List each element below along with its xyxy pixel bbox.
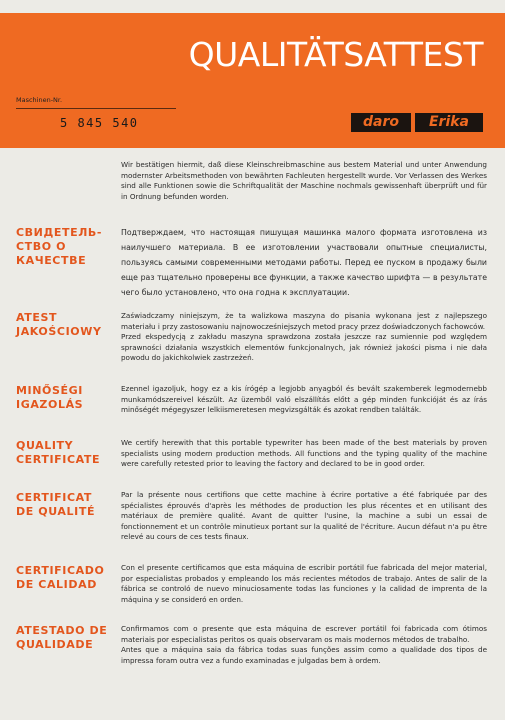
header-band [0,13,505,148]
spanish-paragraph: Con el presente certificamos que esta máquina de escribir portátil fue fabricada del mejor material, por especialistas probados y empleando los más recientes métodos de trabajo. Antes de salir de la fábrica se controló de nuevo minuciosamente todas las funciones y la calidad de imprenta de la máquina y se consideró en orden. [121,563,487,604]
german-paragraph: Wir bestätigen hiermit, daß diese Kleinschreibmaschine aus bestem Material und unter Anwendung modernster Arbeitsmethoden von bewährten Fachleuten hergestellt wurde. Vor Verlassen des Werkes sind alle Funktionen sowie die Schriftqualität der Maschine nochmals gewissenhaft überprüft und für in Ordnung befunden worden. [121,160,487,201]
hungarian-heading: MINŐSÉGI IGAZOLÁS [16,384,84,411]
erika-logo: Erika [415,113,483,132]
english-heading: QUALITY CERTIFICATE [16,439,101,466]
russian-heading: СВИДЕТЕЛЬ- СТВО О КАЧЕСТВЕ [16,226,103,267]
machine-number-label: Maschinen-Nr. [16,96,63,104]
french-heading: CERTIFICAT DE QUALITÉ [16,491,96,518]
page-title: QUALITÄTSATTEST [188,35,483,74]
spanish-heading: CERTIFICADO DE CALIDAD [16,564,105,591]
machine-number-rule [16,108,176,109]
polish-heading: ATEST JAKOŚCIOWY [16,311,102,338]
hungarian-paragraph: Ezennel igazoljuk, hogy ez a kis írógép a legjobb anyagból és bevált szakemberek legmodernebb munkamódszereivel készült. Az üzemből való elszállítás előtt a gép minden funkcióját és az írás minőségét mégegyszer lelkiismeretesen megvizsgálták és azokat rendben találták. [121,384,487,415]
portuguese-heading: ATESTADO DE QUALIDADE [16,624,108,651]
portuguese-paragraph: Confirmamos com o presente que esta máquina de escrever portátil foi fabricada com ótimos materiais por especialistas peritos os quais observaram os mais modernos métodos de trabalho. Antes que a máquina saia da fábrica todas suas funções assim como a qualidade dos tipos de impressa foram outra vez a fundo examinadas e julgadas bem à ordem. [121,624,487,665]
machine-serial-number: 5 845 540 [60,116,139,130]
english-paragraph: We certify herewith that this portable typewriter has been made of the best materials by proven specialists using modern production methods. All functions and the typing quality of the machine were carefully retested prior to leaving the factory and declared to be in good order. [121,438,487,469]
daro-logo: daro [351,113,411,132]
french-paragraph: Par la présente nous certifions que cette machine à écrire portative a été fabriquée par des spécialistes éprouvés d'après les méthodes de production les plus récentes et en utilisant des matériaux de première qualité. Avant de quitter l'usine, la machine a subi un essai de fonctionnement et un contrôle minutieux portant sur la qualité de l'écriture. Aucun défaut n'a pu être relevé au cours de ces tests finaux. [121,490,487,542]
russian-paragraph: Подтверждаем, что настоящая пишущая машинка малого формата изготовлена из наилучшего материала. В ее изготовлении участвовали опытные специалисты, пользуясь самыми современными методами работы. Перед ее пуском в продажу были еще раз тщательно проверены все функции, а также качество шрифта — в результате чего было установлено, что она годна к эксплуатации. [121,228,487,297]
polish-paragraph: Zaświadczamy niniejszym, że ta walizkowa maszyna do pisania wykonana jest z najlepszego materiału i przy zastosowaniu najnowocześniejszych metod pracy przez doświadczonych fachowców. Przed ekspedycją z zakładu maszyna sprawdzona została jeszcze raz sumiennie pod względem sprawności działania wszystkich elementów funkcjonalnych, jak również jakości pisma i nie dała powodu do jakichkolwiek zastrzeżeń. [121,311,487,363]
